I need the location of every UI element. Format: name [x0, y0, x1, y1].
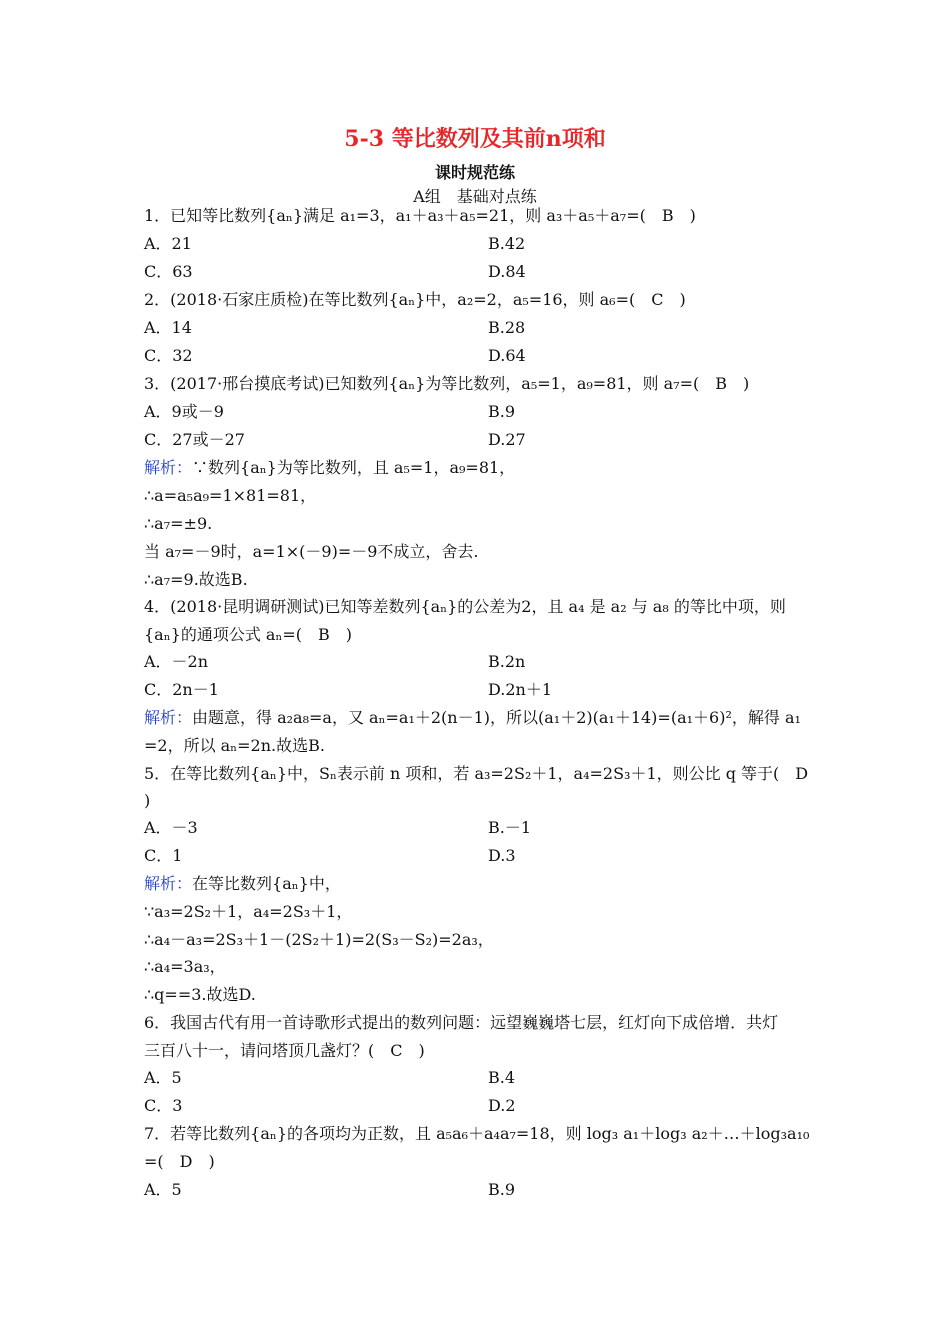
question-5-solution-line: ∴a₄－a₃=2S₃＋1－(2S₂＋1)=2(S₃－S₂)=2a₃，: [144, 930, 494, 949]
question-5-option-b: B.－1: [488, 818, 532, 837]
question-5-solution-line: ∵a₃=2S₂＋1，a₄=2S₃＋1，: [144, 902, 353, 921]
question-6-option-c: C．3: [144, 1096, 183, 1115]
question-7-stem: 7．若等比数列{aₙ}的各项均为正数，且 a₅a₆＋a₄a₇=18，则 log₃ a₁＋log₃ a₂＋…＋log₃a₁₀: [144, 1124, 810, 1143]
solution-text: ∵数列{aₙ}为等比数列，且 a₅=1，a₉=81，: [192, 458, 516, 477]
question-1-option-d: D.84: [488, 262, 526, 281]
question-1-option-a: A．21: [144, 234, 192, 253]
question-3-option-b: B.9: [488, 402, 516, 421]
question-4-option-a: A．－2n: [144, 652, 209, 671]
question-2-option-b: B.28: [488, 318, 526, 337]
solution-text: 在等比数列{aₙ}中，: [192, 874, 341, 893]
question-3-stem: 3．(2017·邢台摸底考试)已知数列{aₙ}为等比数列，a₅=1，a₉=81，则 a₇=( B ): [144, 374, 750, 393]
question-7-option-b: B.9: [488, 1180, 516, 1199]
question-3-solution-line: 当 a₇=－9时，a=1×(－9)=－9不成立，舍去.: [144, 542, 479, 561]
question-4-solution-line: [144, 708, 814, 728]
solution-label: 解析：: [144, 708, 193, 727]
question-1-stem: 1．已知等比数列{aₙ}满足 a₁=3，a₁＋a₃＋a₅=21，则 a₃＋a₅＋a₇=( B ): [144, 206, 696, 225]
question-4-option-b: B.2n: [488, 652, 526, 671]
question-4-option-c: C．2n－1: [144, 680, 219, 699]
question-3-option-a: A．9或－9: [144, 402, 224, 421]
question-4-solution-line: =2，所以 aₙ=2n.故选B.: [144, 736, 325, 755]
question-5-solution-line: ∴q==3.故选D.: [144, 985, 256, 1004]
question-6-stem: 6．我国古代有用一首诗歌形式提出的数列问题：远望巍巍塔七层，红灯向下成倍增．共灯: [144, 1013, 779, 1032]
question-2-option-c: C．32: [144, 346, 193, 365]
group-heading: A组 基础对点练: [413, 187, 537, 206]
question-4-option-d: D.2n＋1: [488, 680, 553, 699]
question-1-option-c: C．63: [144, 262, 193, 281]
question-5-solution-line: ∴a₄=3a₃，: [144, 957, 226, 976]
question-5-stem: ): [144, 791, 151, 810]
question-3-solution-line: ∴a₇=±9.: [144, 514, 213, 533]
page-title: 5-3 等比数列及其前n项和: [344, 126, 606, 152]
question-3-option-d: D.27: [488, 430, 526, 449]
question-6-option-d: D.2: [488, 1096, 516, 1115]
question-6-option-b: B.4: [488, 1068, 516, 1087]
question-4-stem: {aₙ}的通项公式 aₙ=( B ): [144, 625, 353, 644]
question-3-option-c: C．27或－27: [144, 430, 245, 449]
question-5-stem: 5．在等比数列{aₙ}中，Sₙ表示前 n 项和，若 a₃=2S₂＋1，a₄=2S₃＋1，则公比 q 等于( D: [144, 764, 809, 783]
question-5-option-d: D.3: [488, 846, 516, 865]
question-1-option-b: B.42: [488, 234, 526, 253]
question-5-solution-line: [144, 874, 814, 894]
solution-label: 解析：: [144, 874, 193, 893]
question-2-stem: 2．(2018·石家庄质检)在等比数列{aₙ}中，a₂=2，a₅=16，则 a₆=( C ): [144, 290, 686, 309]
question-7-stem: =( D ): [144, 1152, 215, 1171]
question-2-option-d: D.64: [488, 346, 526, 365]
question-5-option-c: C．1: [144, 846, 183, 865]
question-3-solution-line: ∴a₇=9.故选B.: [144, 570, 248, 589]
question-2-option-a: A．14: [144, 318, 192, 337]
question-5-option-a: A．－3: [144, 818, 198, 837]
question-3-solution-line: [144, 458, 814, 478]
page-subtitle: 课时规范练: [434, 163, 515, 182]
question-4-stem: 4．(2018·昆明调研测试)已知等差数列{aₙ}的公差为2，且 a₄ 是 a₂ 与 a₈ 的等比中项，则: [144, 597, 786, 616]
question-7-option-a: A．5: [144, 1180, 182, 1199]
question-6-stem: 三百八十一，请问塔顶几盏灯？( C ): [144, 1041, 425, 1060]
solution-label: 解析：: [144, 458, 193, 477]
solution-text: 由题意，得 a₂a₈=a，又 aₙ=a₁＋2(n－1)，所以(a₁＋2)(a₁＋14)=(a₁＋6)²，解得 a₁: [192, 708, 801, 727]
question-6-option-a: A．5: [144, 1068, 182, 1087]
question-3-solution-line: ∴a=a₅a₉=1×81=81，: [144, 486, 317, 505]
